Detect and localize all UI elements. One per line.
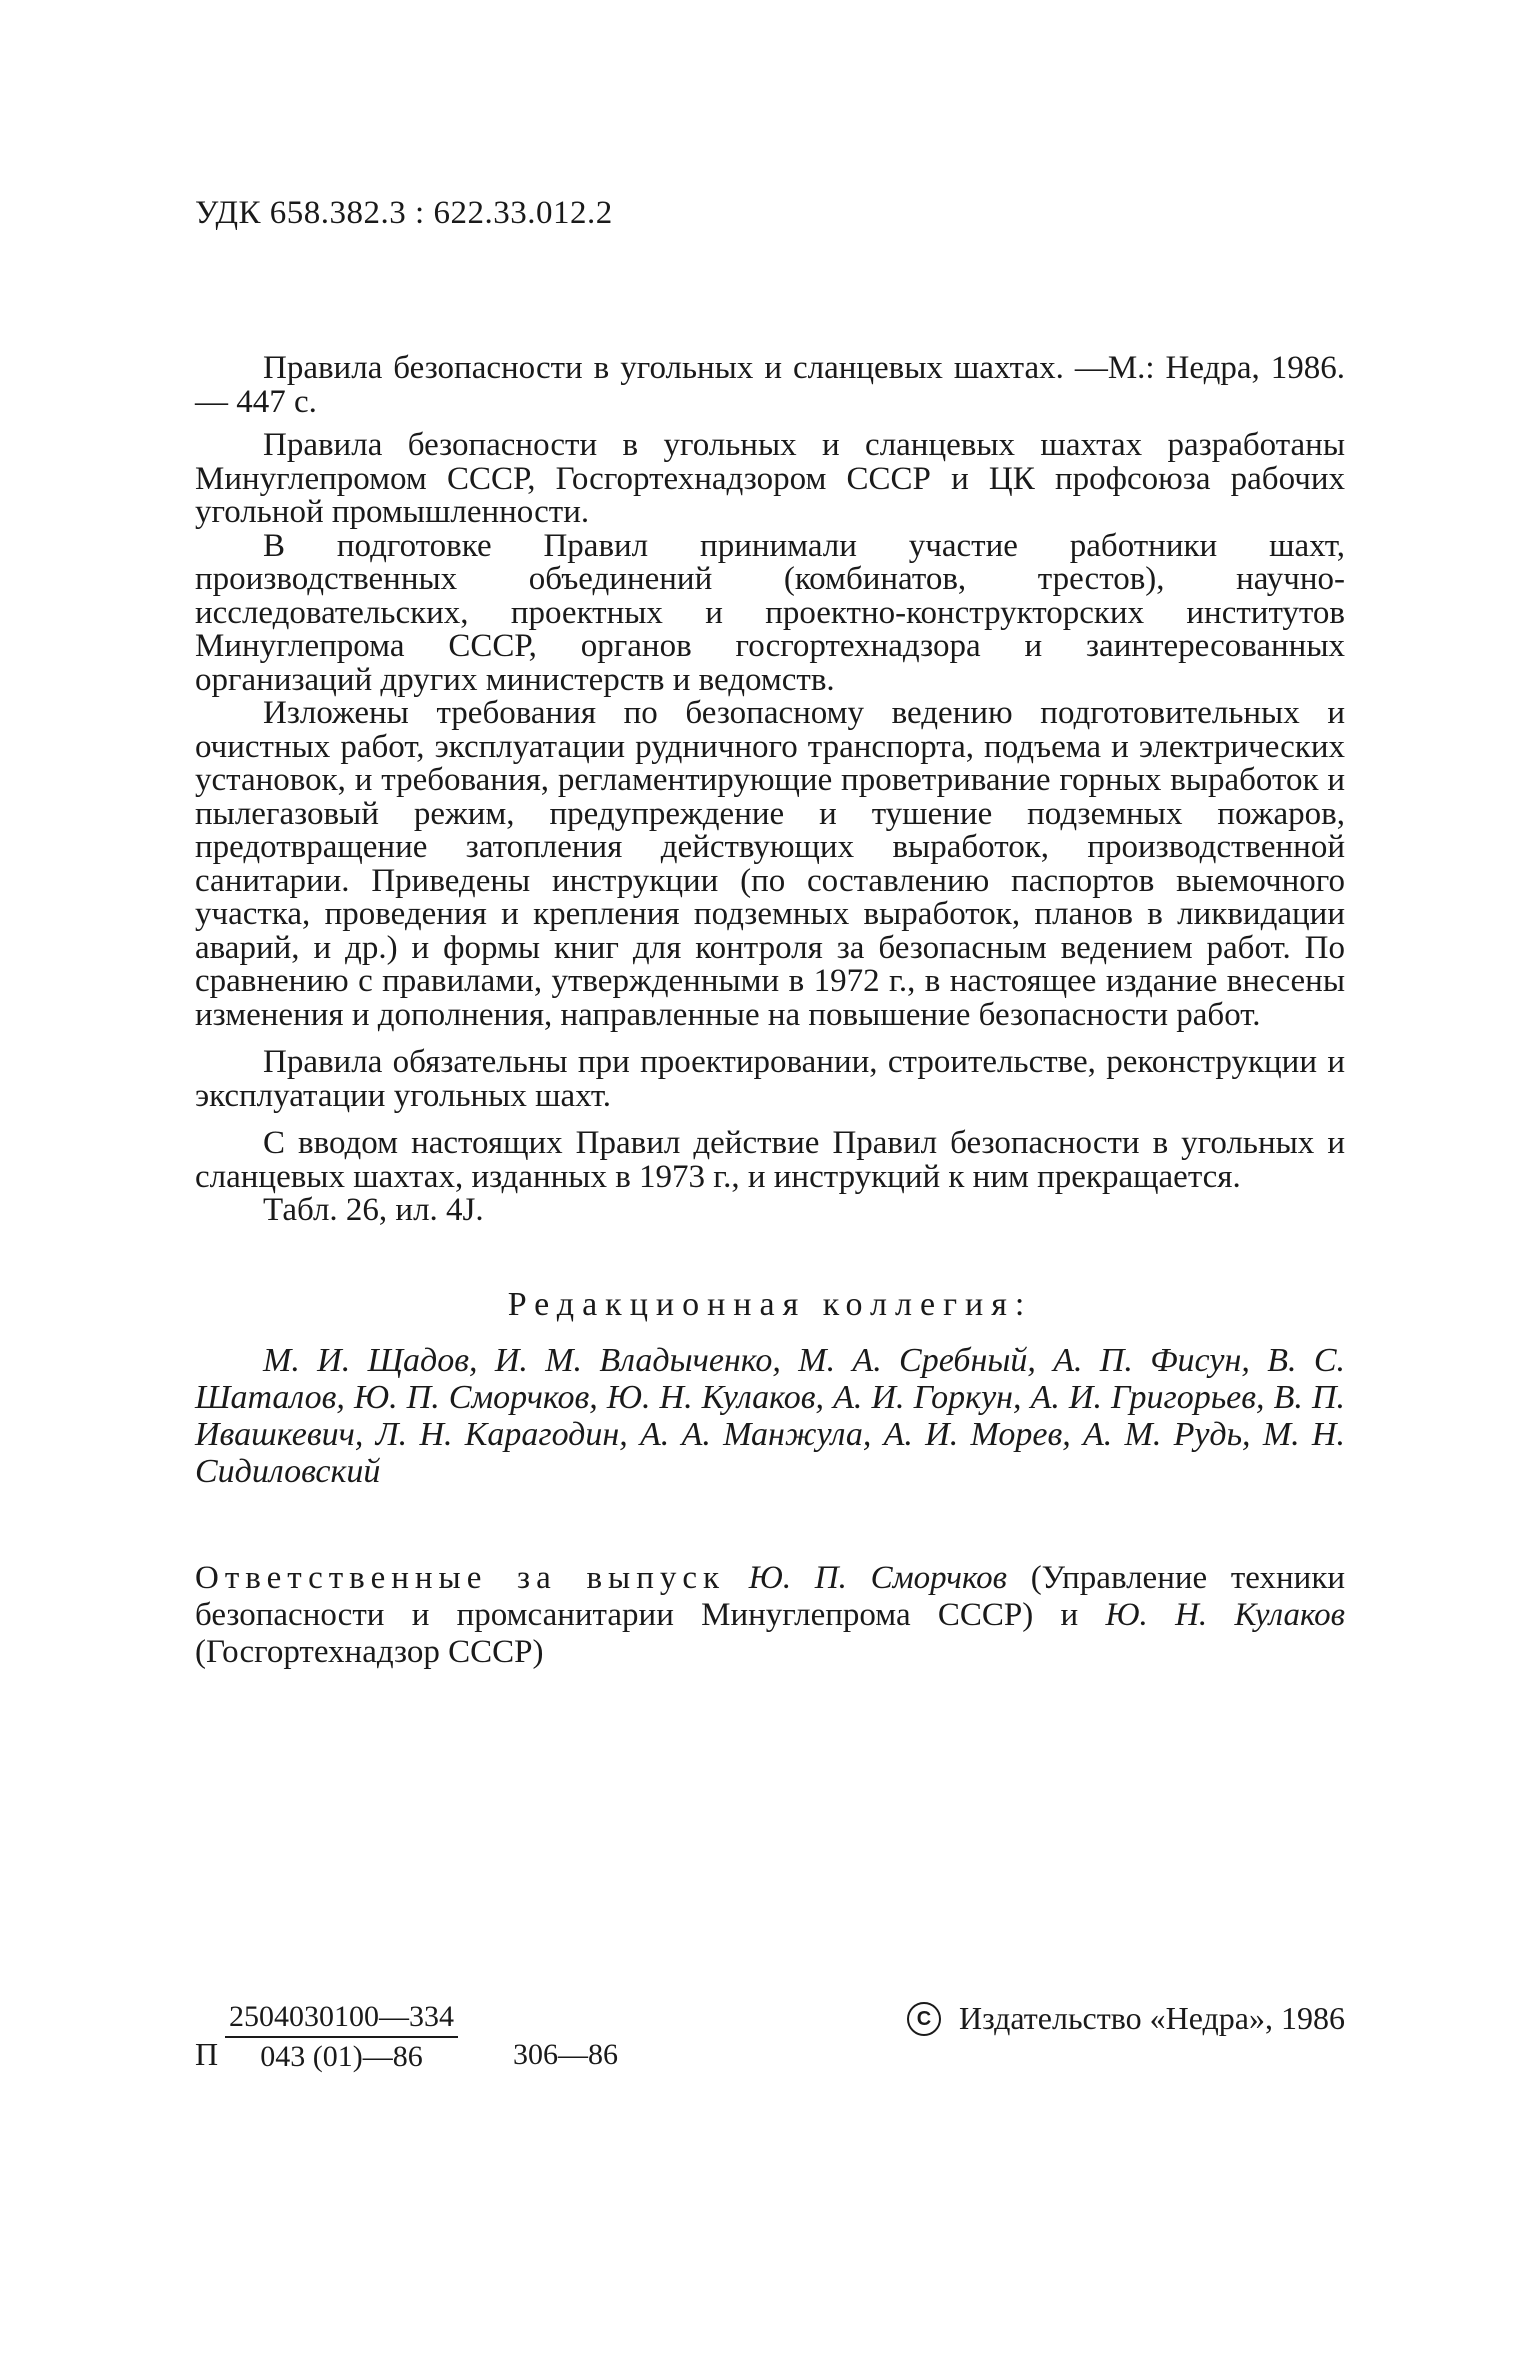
publisher-name: Издательство «Недра», 1986 bbox=[958, 2000, 1345, 2036]
responsible-editors bbox=[195, 1560, 1345, 1671]
responsible-label: Ответственные за выпуск bbox=[195, 1559, 726, 1596]
abstract-paragraph: Правила обязательны при проектировании, строительстве, реконструкции и эксплуатации угольных шахт. bbox=[195, 1044, 1345, 1114]
editorial-board-title: Редакционная коллегия: bbox=[507, 1285, 1033, 1323]
abstract-paragraph: В подготовке Правил принимали участие работники шахт, производственных объединений (комбинатов, трестов), научно-исследовательских, проектных и проектно-конструкторских институтов Минуглепрома СССР, органов госгортехнадзора и заинтересованных организаций других министерств и ведомств. bbox=[195, 527, 1345, 698]
imprint-letter: П bbox=[195, 2036, 219, 2072]
tables-illustrations-count: Табл. 26, ил. 4Ј. bbox=[263, 1192, 484, 1228]
document-page bbox=[195, 195, 1345, 1671]
abstract bbox=[195, 352, 1345, 1228]
imprint-numerator: 2504030100—334 bbox=[225, 2000, 458, 2038]
bibliographic-entry: Правила безопасности в угольных и сланцевых шахтах. —М.: Недра, 1986. — 447 с. bbox=[195, 350, 1345, 420]
imprint-denominator: 043 (01)—86 bbox=[260, 2040, 423, 2073]
udk-code: УДК 658.382.3 : 622.33.012.2 bbox=[195, 195, 613, 231]
responsible-person-2: Ю. Н. Кулаков bbox=[1105, 1596, 1345, 1633]
editorial-board-members: М. И. Щадов, И. М. Владыченко, М. А. Сребный, А. П. Фисун, В. С. Шаталов, Ю. П. Сморчков, Ю. Н. Кулаков, А. И. Горкун, А. И. Григорьев, В. П. Ивашкевич, Л. Н. Карагодин, А. А. Манжула, А. И. Морев, А. М. Рудь, М. Н. Сидиловский bbox=[195, 1341, 1345, 1490]
abstract-paragraph: С вводом настоящих Правил действие Правил безопасности в угольных и сланцевых шахтах, изданных в 1973 г., и инструкций к ним прекращается. bbox=[195, 1125, 1345, 1195]
copyright-icon: C bbox=[907, 2002, 941, 2036]
responsible-person-1: Ю. П. Сморчков bbox=[748, 1559, 1007, 1596]
responsible-org-1: (Управление техники безопасности и промсанитарии Минуглепрома СССР) и bbox=[195, 1559, 1346, 1633]
abstract-paragraph: Изложены требования по безопасному ведению подготовительных и очистных работ, эксплуатации рудничного транспорта, подъема и электрических установок, и требования, регламентирующие проветривание горных выработок и пылегазовый режим, предупреждение и тушение подземных пожаров, предотвращение затопления действующих выработок, производственной санитарии. Приведены инструкции (по составлению паспортов выемочного участка, проведения и крепления подземных выработок, планов в ликвидации аварий, и др.) и формы книг для контроля за безопасным ведением работ. По сравнению с правилами, утвержденными в 1972 г., в настоящее издание внесены изменения и дополнения, направленные на повышение безопасности работ. bbox=[195, 695, 1345, 1033]
responsible-org-2: (Госгортехнадзор СССР) bbox=[195, 1633, 544, 1670]
imprint-block bbox=[195, 2000, 1345, 2110]
publisher-line bbox=[907, 2000, 1345, 2037]
imprint-tail: 306—86 bbox=[513, 2038, 618, 2071]
abstract-paragraph: Правила безопасности в угольных и сланцевых шахтах разработаны Минуглепромом СССР, Госгортехнадзором СССР и ЦК профсоюза рабочих угольной промышленности. bbox=[195, 427, 1345, 530]
imprint-fraction bbox=[225, 2000, 458, 2074]
